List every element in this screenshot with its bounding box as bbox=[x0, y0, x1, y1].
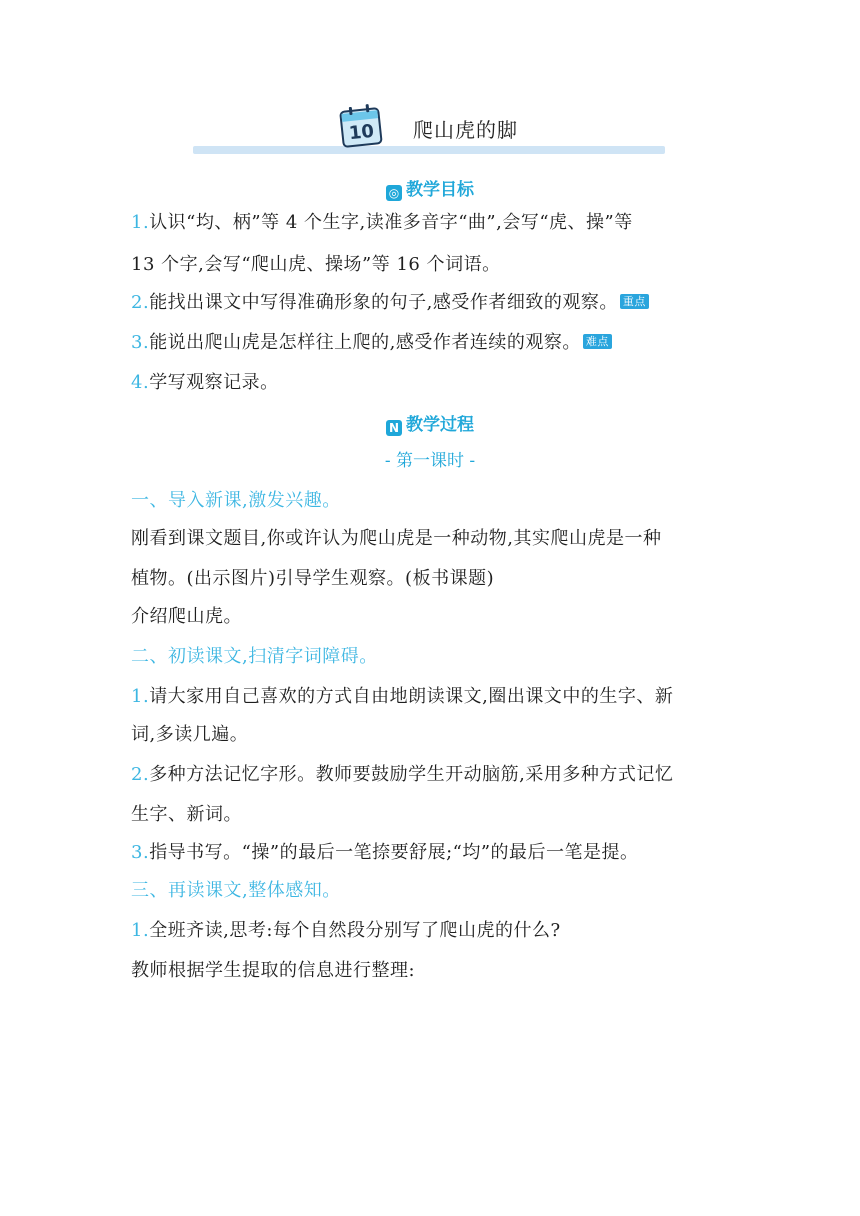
goal-2 bbox=[131, 288, 649, 314]
step-1-paragraph: 刚看到课文题目,你或许认为爬山虎是一种动物,其实爬山虎是一种 bbox=[131, 528, 662, 549]
difficulty-badge: 难点 bbox=[583, 334, 612, 349]
goal-number: 4. bbox=[131, 372, 150, 393]
step-3-paragraph: 教师根据学生提取的信息进行整理: bbox=[131, 960, 416, 981]
item-number: 1. bbox=[131, 920, 150, 941]
lesson-number: 10 bbox=[347, 120, 376, 145]
goal-number: 2. bbox=[131, 292, 150, 313]
step-1-title: 一、导入新课,激发兴趣。 bbox=[131, 490, 341, 511]
goal-1 bbox=[131, 208, 633, 234]
lesson-title: 爬山虎的脚 bbox=[413, 118, 518, 142]
step-2-item-2-cont: 生字、新词。 bbox=[131, 804, 242, 825]
step-1-paragraph-2: 介绍爬山虎。 bbox=[131, 606, 242, 627]
goal-4 bbox=[131, 368, 279, 394]
goal-text: 认识“均、柄”等 4 个生字,读准多音字“曲”,会写“虎、操”等 bbox=[149, 212, 633, 233]
item-number: 1. bbox=[131, 686, 150, 707]
key-point-badge: 重点 bbox=[620, 294, 649, 309]
item-text: 请大家用自己喜欢的方式自由地朗读课文,圈出课文中的生字、新 bbox=[149, 686, 674, 707]
step-2-item-1-cont: 词,多读几遍。 bbox=[131, 724, 249, 745]
item-text: 多种方法记忆字形。教师要鼓励学生开动脑筋,采用多种方式记忆 bbox=[149, 764, 674, 785]
lesson-header bbox=[0, 98, 860, 160]
goal-text: 能说出爬山虎是怎样往上爬的,感受作者连续的观察。 bbox=[149, 332, 581, 353]
item-text: 指导书写。“操”的最后一笔捺要舒展;“均”的最后一笔是提。 bbox=[149, 842, 639, 863]
calendar-number-badge bbox=[339, 104, 385, 148]
item-text: 全班齐读,思考:每个自然段分别写了爬山虎的什么? bbox=[149, 920, 561, 941]
goals-heading bbox=[0, 175, 860, 201]
step-2-item-3 bbox=[131, 838, 639, 864]
goal-text: 学写观察记录。 bbox=[149, 372, 279, 393]
step-2-item-1 bbox=[131, 682, 673, 708]
goal-text: 13 个字,会写“爬山虎、操场”等 16 个词语。 bbox=[131, 254, 501, 275]
goal-3 bbox=[131, 328, 612, 354]
goal-number: 1. bbox=[131, 212, 150, 233]
target-icon: ◎ bbox=[386, 185, 402, 201]
step-2-title: 二、初读课文,扫清字词障碍。 bbox=[131, 646, 378, 667]
title-underline bbox=[193, 146, 665, 154]
step-2-item-2 bbox=[131, 760, 673, 786]
step-3-item-1 bbox=[131, 916, 561, 942]
process-heading bbox=[0, 410, 860, 436]
item-number: 2. bbox=[131, 764, 150, 785]
goal-1-cont bbox=[131, 250, 501, 276]
goals-heading-text: 教学目标 bbox=[406, 180, 474, 200]
goal-text: 能找出课文中写得准确形象的句子,感受作者细致的观察。 bbox=[149, 292, 618, 313]
item-number: 3. bbox=[131, 842, 150, 863]
goal-number: 3. bbox=[131, 332, 150, 353]
step-1-paragraph-cont: 植物。(出示图片)引导学生观察。(板书课题) bbox=[131, 568, 495, 589]
period-label: - 第一课时 - bbox=[384, 451, 476, 471]
process-heading-text: 教学过程 bbox=[406, 415, 474, 435]
step-3-title: 三、再读课文,整体感知。 bbox=[131, 880, 341, 901]
process-icon: N bbox=[386, 420, 402, 436]
